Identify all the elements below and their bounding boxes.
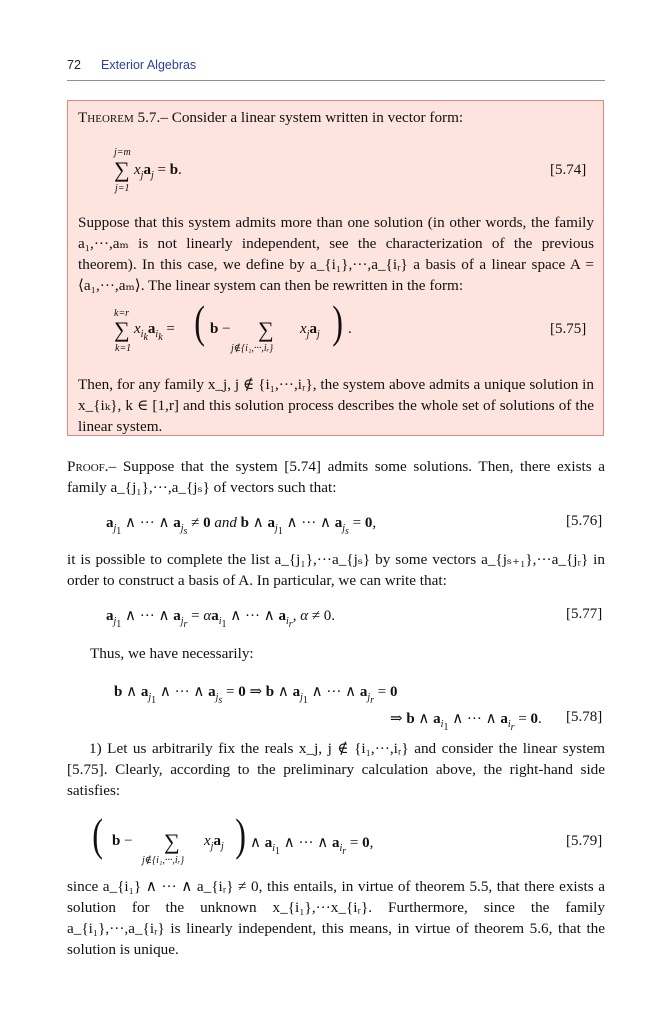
left-paren: (	[194, 296, 206, 347]
equation-number: [5.78]	[566, 709, 603, 725]
equation-number: [5.76]	[566, 513, 603, 529]
and-word: and	[214, 515, 237, 531]
proof-paragraph-basis	[67, 549, 605, 591]
proof-label: Proof	[67, 458, 105, 475]
eq-line-1: b ∧ $a_{j_1}$ ∧ ··· ∧ $a_{j_s} = 0$ ⇒ b ∧ $a_{j_1}$ ∧ ··· ∧ $a_{j_r} = 0$	[114, 684, 398, 706]
inner-sum-symbol: ∑	[258, 317, 274, 342]
proof-paragraph-item1	[67, 738, 605, 801]
theorem-paragraph-3-text: Then, for any family x_j, j ∉ {i₁,···,iᵣ}, the system above admits a unique solution in x_{iₖ}, k ∈ [1,r] and this solution process describes the whole set of solutions of the linear system.	[78, 376, 594, 435]
equation-number: [5.74]	[550, 162, 587, 178]
sum-upper-limit: k=r	[114, 308, 130, 319]
left-paren: (	[92, 809, 104, 860]
theorem-label: Theorem	[78, 109, 134, 126]
equation-number: [5.79]	[566, 833, 603, 849]
proof-intro-text: Suppose that the system [5.74] admits some solutions. Then, there exists a family a_{j₁},···,a_{jₛ} of vectors such that:	[67, 458, 605, 496]
proof-paragraph-final	[67, 876, 605, 960]
inner-sum-lower: j∉{i₁,···,iᵣ}	[142, 855, 185, 866]
eq-b-minus: b −	[210, 321, 231, 337]
sum-symbol: ∑	[114, 317, 130, 342]
theorem-paragraph-2	[78, 212, 594, 296]
sum-upper-limit: j=m	[114, 147, 131, 158]
proof-paragraph-item1-text: 1) Let us arbitrarily fix the reals x_j, j ∉ {i₁,···,iᵣ} and consider the linear system [5.75]. Clearly, according to the preliminary calculation above, the right-hand side satisfies:	[67, 740, 605, 799]
running-title: Exterior Algebras	[101, 58, 197, 72]
page-number: 72	[67, 58, 81, 72]
eq-body: $x_ja_j = b$.	[134, 162, 182, 181]
sum-symbol: ∑	[114, 157, 130, 182]
right-paren: )	[235, 809, 247, 860]
eq-body: $a_{j_1}$ ∧ ··· ∧ $a_{j_r} = \alpha a_{i_1}$ ∧ ··· ∧ $a_{i_r}$, α ≠ 0.	[106, 608, 336, 630]
equation-number: [5.75]	[550, 321, 587, 337]
proof-thus-text: Thus, we have necessarily:	[90, 645, 254, 662]
eq-tail: ∧ $a_{i_1}$ ∧ ··· ∧ $a_{i_r} = 0$,	[250, 835, 374, 857]
theorem-box	[67, 100, 604, 436]
inner-sum-lower: j∉{i₁,···,iᵣ}	[231, 343, 274, 354]
eq-period: .	[348, 321, 352, 337]
inner-sum-symbol: ∑	[164, 829, 180, 854]
theorem-number: 5.7.–	[137, 109, 168, 126]
theorem-paragraph-3	[78, 374, 594, 437]
eq-line-2: ⇒ b ∧ $a_{i_1}$ ∧ ··· ∧ $a_{i_r} = 0$.	[390, 711, 542, 733]
theorem-heading	[78, 107, 594, 128]
running-header	[67, 56, 605, 81]
proof-intro	[67, 456, 605, 498]
eq-lhs: $x_{i_k}a_{i_k}$ =	[134, 321, 175, 343]
eq-inner-term: $x_ja_j$	[204, 833, 224, 852]
equation-number: [5.77]	[566, 606, 603, 622]
sum-lower-limit: k=1	[115, 343, 132, 354]
eq-body: $a_{j_1}$ ∧ ··· ∧ $a_{j_s} \ne 0$ and b ∧ $a_{j_1}$ ∧ ··· ∧ $a_{j_s} = 0$,	[106, 515, 377, 537]
proof-thus	[90, 643, 490, 664]
theorem-paragraph-2-text: Suppose that this system admits more than one solution (in other words, the family a₁,···,aₘ is not linearly independent, see the characterization of the previous theorem). In this case, we define by a_{i₁},···,a_{iᵣ} a basis of a linear space A = ⟨a₁,···,aₘ⟩. The linear system can then be rewritten in the form:	[78, 214, 594, 294]
sum-lower-limit: j=1	[115, 183, 130, 194]
eq-inner-term: $x_ja_j$	[300, 321, 320, 340]
proof-dash: .–	[104, 458, 123, 475]
theorem-intro: Consider a linear system written in vector form:	[171, 109, 464, 126]
right-paren: )	[332, 296, 344, 347]
proof-paragraph-final-text: since a_{i₁} ∧ ··· ∧ a_{iᵣ} ≠ 0, this entails, in virtue of theorem 5.5, that there exists a solution for the unknown x_{i₁},···x_{iᵣ}. Furthermore, since the family a_{i₁},···,a_{iᵣ} is linearly independent, this means, in virtue of theorem 5.6, that the solution is unique.	[67, 878, 605, 958]
proof-paragraph-basis-text: it is possible to complete the list a_{j₁},···a_{jₛ} by some vectors a_{jₛ₊₁},···a_{jᵣ} in order to construct a basis of A. In particular, we can write that:	[67, 551, 605, 589]
eq-b-minus: b −	[112, 833, 133, 849]
